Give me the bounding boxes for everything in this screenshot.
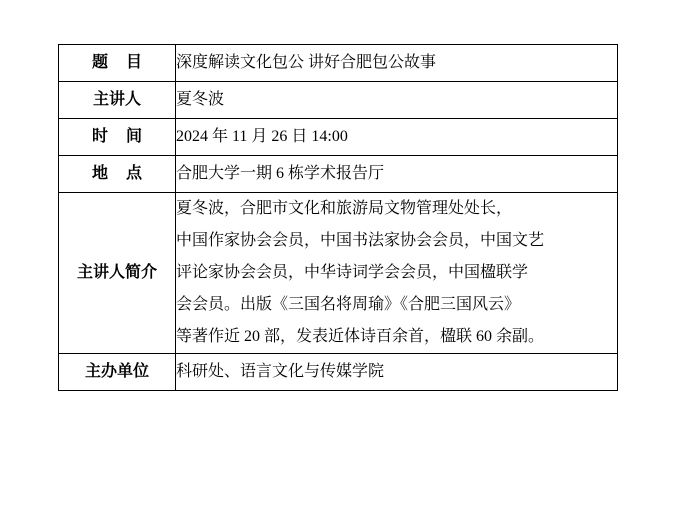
table-row-bio: [59, 193, 618, 354]
row-label-time: [59, 119, 176, 156]
bio-line: 等著作近 20 部，发表近体诗百余首，楹联 60 余副。: [176, 328, 545, 345]
bio-line: 评论家协会会员，中华诗词学会会员，中国楹联学: [176, 264, 529, 281]
table-row-time: [59, 119, 618, 156]
row-label-time-char-1: 时: [91, 128, 108, 145]
bio-line: 会会员。出版《三国名将周瑜》《合肥三国风云》: [176, 296, 521, 313]
table-row-place: [59, 156, 618, 193]
lecture-info-table: [58, 44, 618, 391]
row-label-title-char-1: 题: [91, 54, 108, 71]
bio-text: [176, 193, 617, 353]
row-value-bio: [176, 193, 618, 354]
lecture-info-table-wrapper: [58, 44, 618, 391]
row-label-place: [59, 156, 176, 193]
row-value-speaker: 夏冬波: [176, 82, 618, 119]
row-value-time: 2024 年 11 月 26 日 14:00: [176, 119, 618, 156]
bio-line: 夏冬波，合肥市文化和旅游局文物管理处处长，: [176, 200, 513, 217]
row-value-title: 深度解读文化包公 讲好合肥包公故事: [176, 45, 618, 82]
row-label-bio: 主讲人简介: [59, 193, 176, 354]
table-row-organizer: [59, 354, 618, 391]
row-label-title-char-2: 目: [126, 54, 143, 71]
row-value-organizer: 科研处、语言文化与传媒学院: [176, 354, 618, 391]
table-row-speaker: [59, 82, 618, 119]
row-label-place-char-1: 地: [91, 165, 108, 182]
table-row-title: [59, 45, 618, 82]
row-label-title: [59, 45, 176, 82]
row-label-place-char-2: 点: [126, 165, 143, 182]
row-label-speaker: 主讲人: [59, 82, 176, 119]
row-value-place: 合肥大学一期 6 栋学术报告厅: [176, 156, 618, 193]
bio-line: 中国作家协会会员，中国书法家协会会员，中国文艺: [176, 232, 545, 249]
row-label-organizer: 主办单位: [59, 354, 176, 391]
row-label-time-char-2: 间: [126, 128, 143, 145]
